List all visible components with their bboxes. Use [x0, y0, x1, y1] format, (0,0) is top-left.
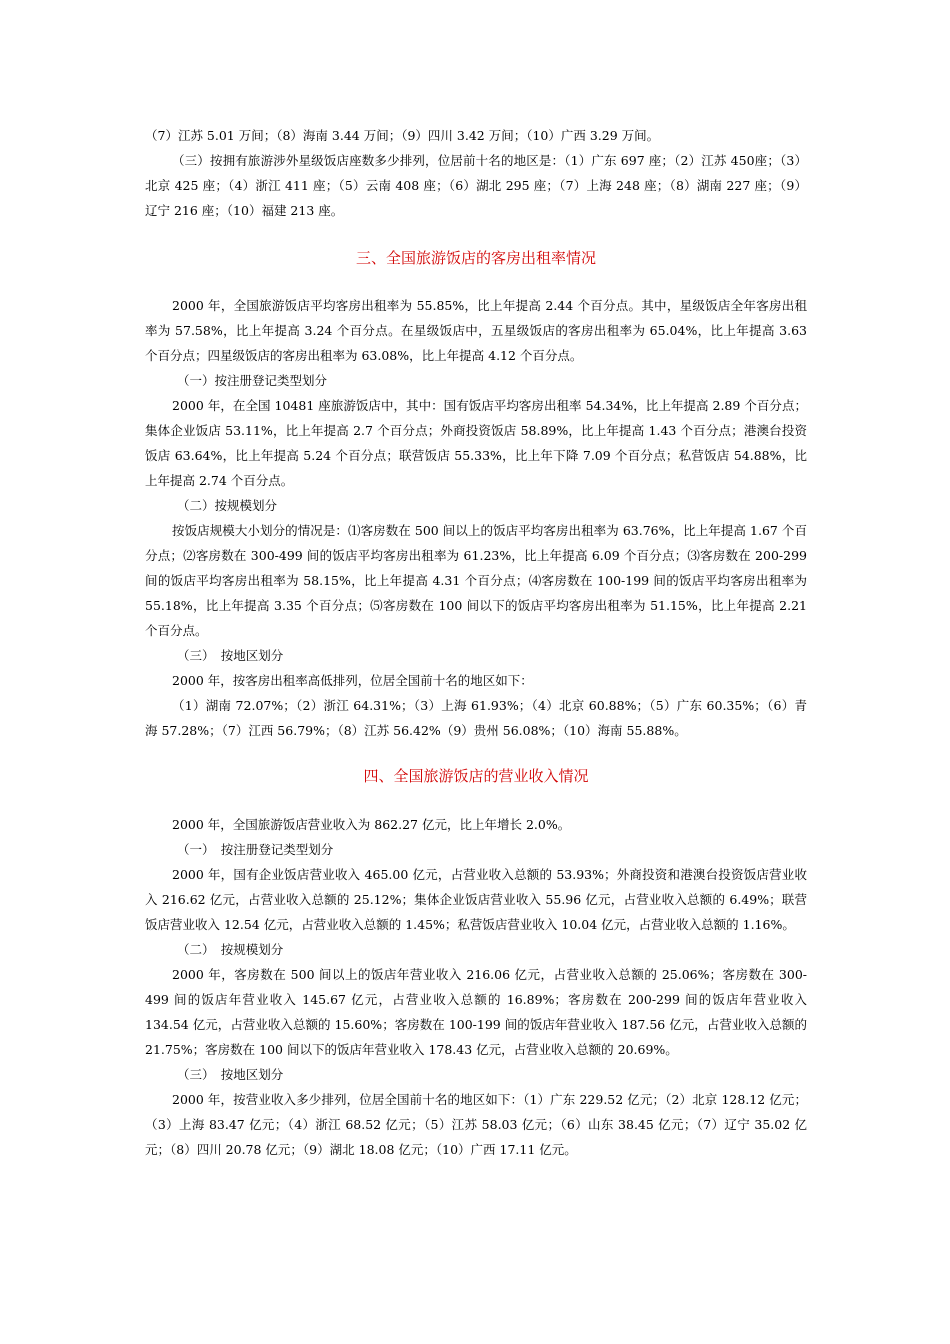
section3-sub3-title: （三） 按地区划分: [177, 648, 284, 663]
section3-sub1-title: （一）按注册登记类型划分: [177, 373, 328, 388]
section3-sub1-text: 2000 年，在全国 10481 座旅游饭店中，其中：国有饭店平均客房出租率 54.34%，比上年提高 2.89 个百分点；集体企业饭店 53.11%，比上年提高 2.7 个百分点；外商投资饭店 58.89%，比上年提高 1.43 个百分点；港澳台投资饭店 63.64%，比上年提高 5.24 个百分点；联营饭店 55.33%，比上年下降 7.09 个百分点；私营饭店 54.88%，比上年提高 2.74 个百分点。: [145, 398, 807, 488]
section4-heading: 四、全国旅游饭店的营业收入情况: [363, 767, 589, 785]
section4-sub1-text: 2000 年，国有企业饭店营业收入 465.00 亿元，占营业收入总额的 53.93%；外商投资和港澳台投资饭店营业收入 216.62 亿元，占营业收入总额的 25.12%；集体企业饭店营业收入 55.96 亿元，占营业收入总额的 6.49%；联营饭店营业收入 12.54 亿元，占营业收入总额的 1.45%；私营饭店营业收入 10.04 亿元，占营业收入总额的 1.16%。: [145, 867, 807, 932]
section3-sub3-intro: 2000 年，按客房出租率高低排列，位居全国前十名的地区如下：: [172, 673, 533, 688]
section4-sub3-text: 2000 年，按营业收入多少排列，位居全国前十名的地区如下：（1）广东 229.52 亿元；（2）北京 128.12 亿元；（3）上海 83.47 亿元；（4）浙江 68.52 亿元；（5）江苏 58.03 亿元；（6）山东 38.45 亿元；（7）辽宁 35.02 亿元；（8）四川 20.78 亿元；（9）湖北 18.08 亿元；（10）广西 17.11 亿元。: [145, 1092, 807, 1157]
foreign-star-paragraph: （三）按拥有旅游涉外星级饭店座数多少排列，位居前十名的地区是：（1）广东 697 座；（2）江苏 450座；（3）北京 425 座；（4）浙江 411 座；（5）云南 408 座；（6）湖北 295 座；（7）上海 248 座；（8）湖南 227 座；（9）辽宁 216 座；（10）福建 213 座。: [145, 153, 807, 218]
section3-intro: 2000 年，全国旅游饭店平均客房出租率为 55.85%，比上年提高 2.44 个百分点。其中，星级饭店全年客房出租率为 57.58%，比上年提高 3.24 个百分点。在星级饭店中，五星级饭店的客房出租率为 65.04%，比上年提高 3.63 个百分点；四星级饭店的客房出租率为 63.08%，比上年提高 4.12 个百分点。: [145, 298, 807, 363]
section3-heading: 三、全国旅游饭店的客房出租率情况: [355, 249, 596, 267]
section3-sub3-list: （1）湖南 72.07%；（2）浙江 64.31%；（3）上海 61.93%；（4）北京 60.88%；（5）广东 60.35%；（6）青海 57.28%；（7）江西 56.79%；（8）江苏 56.42%（9）贵州 56.08%；（10）海南 55.88%。: [145, 698, 807, 738]
top-line: （7）江苏 5.01 万间；（8）海南 3.44 万间；（9）四川 3.42 万间；（10）广西 3.29 万间。: [145, 128, 660, 143]
section4-sub3-title: （三） 按地区划分: [177, 1067, 284, 1082]
section4-body: [145, 812, 807, 1162]
top-block: [145, 123, 807, 223]
section4-sub2-text: 2000 年，客房数在 500 间以上的饭店年营业收入 216.06 亿元，占营业收入总额的 25.06%；客房数在 300-499 间的饭店年营业收入 145.67 亿元，占营业收入总额的 16.89%；客房数在 200-299 间的饭店年营业收入 134.54 亿元，占营业收入总额的 15.60%；客房数在 100-199 间的饭店年营业收入 187.56 亿元，占营业收入总额的 21.75%；客房数在 100 间以下的饭店年营业收入 178.43 亿元，占营业收入总额的 20.69%。: [145, 967, 807, 1057]
section4-intro: 2000 年，全国旅游饭店营业收入为 862.27 亿元，比上年增长 2.0%。: [172, 817, 571, 832]
section3-sub2-title: （二）按规模划分: [177, 498, 278, 513]
section4-sub1-title: （一） 按注册登记类型划分: [177, 842, 334, 857]
section3-sub2-text: 按饭店规模大小划分的情况是：⑴客房数在 500 间以上的饭店平均客房出租率为 63.76%，比上年提高 1.67 个百分点；⑵客房数在 300-499 间的饭店平均客房出租率为 61.23%，比上年提高 6.09 个百分点；⑶客房数在 200-299 间的饭店平均客房出租率为 58.15%，比上年提高 4.31 个百分点；⑷客房数在 100-199 间的饭店平均客房出租率为 55.18%，比上年提高 3.35 个百分点；⑸客房数在 100 间以下的饭店平均客房出租率为 51.15%，比上年提高 2.21 个百分点。: [145, 523, 807, 638]
section3-body: [145, 293, 807, 743]
section4-sub2-title: （二） 按规模划分: [177, 942, 284, 957]
